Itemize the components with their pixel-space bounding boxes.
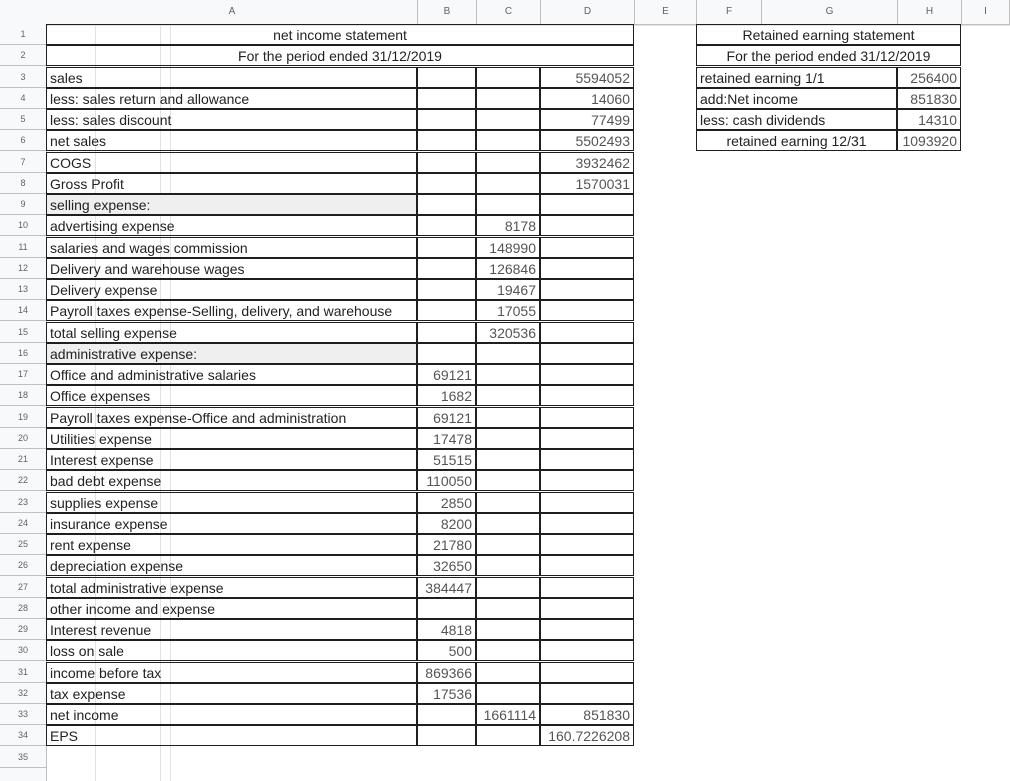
income-line-col-d[interactable]: 851830 (540, 704, 634, 725)
income-line-col-b[interactable]: 51515 (417, 449, 476, 470)
income-line-col-b[interactable] (417, 343, 476, 364)
row-header-29[interactable]: 29 (0, 619, 46, 640)
income-line-col-d[interactable] (540, 279, 634, 300)
income-line-col-c[interactable] (476, 555, 540, 576)
income-line-label[interactable]: EPS (46, 725, 417, 746)
income-line-label[interactable]: less: sales return and allowance (46, 88, 417, 109)
income-line-col-c[interactable] (476, 343, 540, 364)
row-header-7[interactable]: 7 (0, 152, 46, 173)
income-line-col-c[interactable]: 320536 (476, 322, 540, 343)
income-line-label[interactable]: Delivery expense (46, 279, 417, 300)
income-line-col-c[interactable] (476, 385, 540, 406)
income-line-col-c[interactable] (476, 619, 540, 640)
income-line-col-d[interactable] (540, 237, 634, 258)
retained-line-label[interactable]: retained earning 1/1 (696, 67, 897, 88)
income-line-label[interactable]: supplies expense (46, 492, 417, 513)
income-line-col-b[interactable] (417, 67, 476, 88)
income-line-col-c[interactable] (476, 513, 540, 534)
income-line-col-d[interactable] (540, 492, 634, 513)
retained-line-label[interactable]: less: cash dividends (696, 109, 897, 130)
retained-statement-period[interactable]: For the period ended 31/12/2019 (696, 45, 961, 66)
row-header-33[interactable]: 33 (0, 704, 46, 725)
income-line-col-b[interactable]: 384447 (417, 577, 476, 598)
income-line-col-d[interactable]: 77499 (540, 109, 634, 130)
row-header-34[interactable]: 34 (0, 725, 46, 746)
income-line-col-b[interactable] (417, 130, 476, 151)
row-header-24[interactable]: 24 (0, 513, 46, 534)
income-line-col-c[interactable] (476, 194, 540, 215)
income-line-col-c[interactable]: 126846 (476, 258, 540, 279)
income-line-label[interactable]: loss on sale (46, 640, 417, 661)
income-line-label[interactable]: Delivery and warehouse wages (46, 258, 417, 279)
income-line-col-d[interactable] (540, 428, 634, 449)
income-line-col-b[interactable] (417, 88, 476, 109)
income-line-col-b[interactable] (417, 598, 476, 619)
income-line-label[interactable]: net income (46, 704, 417, 725)
income-line-col-c[interactable] (476, 449, 540, 470)
row-header-27[interactable]: 27 (0, 577, 46, 598)
income-line-label[interactable]: salaries and wages commission (46, 237, 417, 258)
income-line-col-c[interactable]: 1661114 (476, 704, 540, 725)
retained-line-value[interactable]: 14310 (897, 109, 961, 130)
column-header-a[interactable]: A (47, 0, 418, 24)
income-line-label[interactable]: Utilities expense (46, 428, 417, 449)
income-line-col-c[interactable]: 17055 (476, 300, 540, 321)
column-header-f[interactable]: F (697, 0, 762, 24)
income-line-col-c[interactable] (476, 364, 540, 385)
retained-line-value[interactable]: 1093920 (897, 130, 961, 151)
row-header-23[interactable]: 23 (0, 492, 46, 513)
row-header-1[interactable]: 1 (0, 24, 46, 45)
income-line-col-b[interactable]: 69121 (417, 407, 476, 428)
income-line-label[interactable]: insurance expense (46, 513, 417, 534)
income-line-col-b[interactable] (417, 152, 476, 173)
income-line-label[interactable]: depreciation expense (46, 555, 417, 576)
row-header-30[interactable]: 30 (0, 640, 46, 661)
income-line-col-c[interactable]: 8178 (476, 215, 540, 236)
row-header-25[interactable]: 25 (0, 534, 46, 555)
income-line-col-d[interactable] (540, 407, 634, 428)
income-line-col-c[interactable] (476, 492, 540, 513)
income-line-col-d[interactable] (540, 555, 634, 576)
row-header-21[interactable]: 21 (0, 449, 46, 470)
income-line-col-d[interactable]: 160.7226208 (540, 725, 634, 746)
income-line-label[interactable]: selling expense: (46, 194, 417, 215)
row-header-18[interactable]: 18 (0, 385, 46, 406)
income-line-col-d[interactable] (540, 385, 634, 406)
income-line-col-b[interactable] (417, 173, 476, 194)
income-line-col-d[interactable]: 14060 (540, 88, 634, 109)
income-line-col-d[interactable] (540, 449, 634, 470)
row-header-20[interactable]: 20 (0, 428, 46, 449)
income-line-col-b[interactable] (417, 704, 476, 725)
income-line-col-c[interactable] (476, 88, 540, 109)
income-line-col-c[interactable] (476, 640, 540, 661)
column-header-b[interactable]: B (418, 0, 477, 24)
row-header-5[interactable]: 5 (0, 109, 46, 130)
column-header-e[interactable]: E (635, 0, 697, 24)
row-header-11[interactable]: 11 (0, 237, 46, 258)
income-line-col-b[interactable]: 8200 (417, 513, 476, 534)
income-statement-title[interactable]: net income statement (46, 24, 634, 45)
row-header-14[interactable]: 14 (0, 300, 46, 321)
retained-line-label[interactable]: retained earning 12/31 (696, 130, 897, 151)
income-line-col-d[interactable]: 5594052 (540, 67, 634, 88)
income-line-col-b[interactable] (417, 279, 476, 300)
income-line-col-c[interactable] (476, 109, 540, 130)
income-line-col-c[interactable] (476, 67, 540, 88)
row-header-6[interactable]: 6 (0, 130, 46, 151)
income-line-col-d[interactable] (540, 258, 634, 279)
income-line-col-c[interactable] (476, 725, 540, 746)
income-line-col-d[interactable] (540, 194, 634, 215)
income-line-col-d[interactable] (540, 598, 634, 619)
income-line-col-b[interactable] (417, 109, 476, 130)
row-header-8[interactable]: 8 (0, 173, 46, 194)
income-line-label[interactable]: total administrative expense (46, 577, 417, 598)
row-header-13[interactable]: 13 (0, 279, 46, 300)
income-line-label[interactable]: Gross Profit (46, 173, 417, 194)
income-line-label[interactable]: net sales (46, 130, 417, 151)
income-line-col-d[interactable] (540, 364, 634, 385)
income-line-col-b[interactable]: 110050 (417, 470, 476, 491)
row-header-32[interactable]: 32 (0, 683, 46, 704)
row-header-10[interactable]: 10 (0, 215, 46, 236)
income-line-col-d[interactable]: 5502493 (540, 130, 634, 151)
column-header-d[interactable]: D (541, 0, 635, 24)
row-header-15[interactable]: 15 (0, 322, 46, 343)
row-header-4[interactable]: 4 (0, 88, 46, 109)
income-line-label[interactable]: Office and administrative salaries (46, 364, 417, 385)
income-line-col-b[interactable]: 69121 (417, 364, 476, 385)
income-line-label[interactable]: administrative expense: (46, 343, 417, 364)
column-header-h[interactable]: H (898, 0, 962, 24)
retained-line-label[interactable]: add:Net income (696, 88, 897, 109)
income-line-col-c[interactable]: 148990 (476, 237, 540, 258)
income-line-col-c[interactable] (476, 598, 540, 619)
income-line-col-b[interactable] (417, 322, 476, 343)
income-line-col-c[interactable] (476, 662, 540, 683)
row-header-12[interactable]: 12 (0, 258, 46, 279)
income-line-col-d[interactable]: 1570031 (540, 173, 634, 194)
income-statement-period[interactable]: For the period ended 31/12/2019 (46, 45, 634, 66)
income-line-col-c[interactable] (476, 130, 540, 151)
income-line-col-c[interactable] (476, 152, 540, 173)
income-line-col-c[interactable] (476, 407, 540, 428)
income-line-col-b[interactable]: 2850 (417, 492, 476, 513)
income-line-col-c[interactable] (476, 428, 540, 449)
row-header-gutter (0, 24, 47, 781)
income-line-col-b[interactable]: 500 (417, 640, 476, 661)
income-line-col-b[interactable] (417, 215, 476, 236)
income-line-label[interactable]: other income and expense (46, 598, 417, 619)
row-header-17[interactable]: 17 (0, 364, 46, 385)
income-line-col-b[interactable]: 17536 (417, 683, 476, 704)
row-header-2[interactable]: 2 (0, 45, 46, 66)
income-line-col-d[interactable] (540, 322, 634, 343)
row-header-19[interactable]: 19 (0, 407, 46, 428)
income-line-label[interactable]: sales (46, 67, 417, 88)
income-line-col-b[interactable] (417, 194, 476, 215)
income-line-label[interactable]: Interest expense (46, 449, 417, 470)
income-line-col-d[interactable] (540, 534, 634, 555)
income-line-col-b[interactable]: 32650 (417, 555, 476, 576)
row-header-22[interactable]: 22 (0, 470, 46, 491)
income-line-col-d[interactable] (540, 470, 634, 491)
income-line-col-b[interactable]: 21780 (417, 534, 476, 555)
row-header-31[interactable]: 31 (0, 662, 46, 683)
income-line-col-b[interactable]: 1682 (417, 385, 476, 406)
income-line-col-d[interactable] (540, 662, 634, 683)
row-header-28[interactable]: 28 (0, 598, 46, 619)
income-line-label[interactable]: tax expense (46, 683, 417, 704)
income-line-col-d[interactable] (540, 619, 634, 640)
income-line-col-b[interactable]: 17478 (417, 428, 476, 449)
column-header-i[interactable]: I (962, 0, 1010, 24)
income-line-label[interactable]: advertising expense (46, 215, 417, 236)
retained-line-value[interactable]: 256400 (897, 67, 961, 88)
row-header-26[interactable]: 26 (0, 555, 46, 576)
income-line-label[interactable]: bad debt expense (46, 470, 417, 491)
column-header-g[interactable]: G (762, 0, 898, 24)
income-line-label[interactable]: Payroll taxes expense-Selling, delivery, and warehouse (46, 300, 417, 321)
income-line-col-d[interactable] (540, 577, 634, 598)
income-line-col-c[interactable]: 19467 (476, 279, 540, 300)
row-header-16[interactable]: 16 (0, 343, 46, 364)
row-header-9[interactable]: 9 (0, 194, 46, 215)
income-line-label[interactable]: total selling expense (46, 322, 417, 343)
income-line-col-b[interactable] (417, 258, 476, 279)
income-line-label[interactable]: Payroll taxes expense-Office and administration (46, 407, 417, 428)
income-line-col-d[interactable] (540, 343, 634, 364)
income-line-col-d[interactable] (540, 215, 634, 236)
income-line-col-b[interactable]: 4818 (417, 619, 476, 640)
income-line-col-d[interactable] (540, 683, 634, 704)
income-line-col-d[interactable] (540, 300, 634, 321)
income-line-col-b[interactable] (417, 725, 476, 746)
income-line-label[interactable]: rent expense (46, 534, 417, 555)
row-header-35[interactable]: 35 (0, 747, 46, 768)
income-line-label[interactable]: Office expenses (46, 385, 417, 406)
income-line-col-c[interactable] (476, 577, 540, 598)
column-header-c[interactable]: C (477, 0, 541, 24)
income-line-col-c[interactable] (476, 173, 540, 194)
income-line-label[interactable]: COGS (46, 152, 417, 173)
income-line-col-c[interactable] (476, 470, 540, 491)
income-line-col-d[interactable] (540, 640, 634, 661)
income-line-col-c[interactable] (476, 534, 540, 555)
income-line-label[interactable]: income before tax (46, 662, 417, 683)
income-line-col-c[interactable] (476, 683, 540, 704)
income-line-col-b[interactable] (417, 300, 476, 321)
income-line-col-b[interactable] (417, 237, 476, 258)
income-line-col-d[interactable]: 3932462 (540, 152, 634, 173)
retained-line-value[interactable]: 851830 (897, 88, 961, 109)
retained-statement-title[interactable]: Retained earning statement (696, 24, 961, 45)
income-line-label[interactable]: Interest revenue (46, 619, 417, 640)
column-header-row (0, 0, 1010, 25)
income-line-label[interactable]: less: sales discount (46, 109, 417, 130)
row-header-3[interactable]: 3 (0, 67, 46, 88)
income-line-col-d[interactable] (540, 513, 634, 534)
income-line-col-b[interactable]: 869366 (417, 662, 476, 683)
